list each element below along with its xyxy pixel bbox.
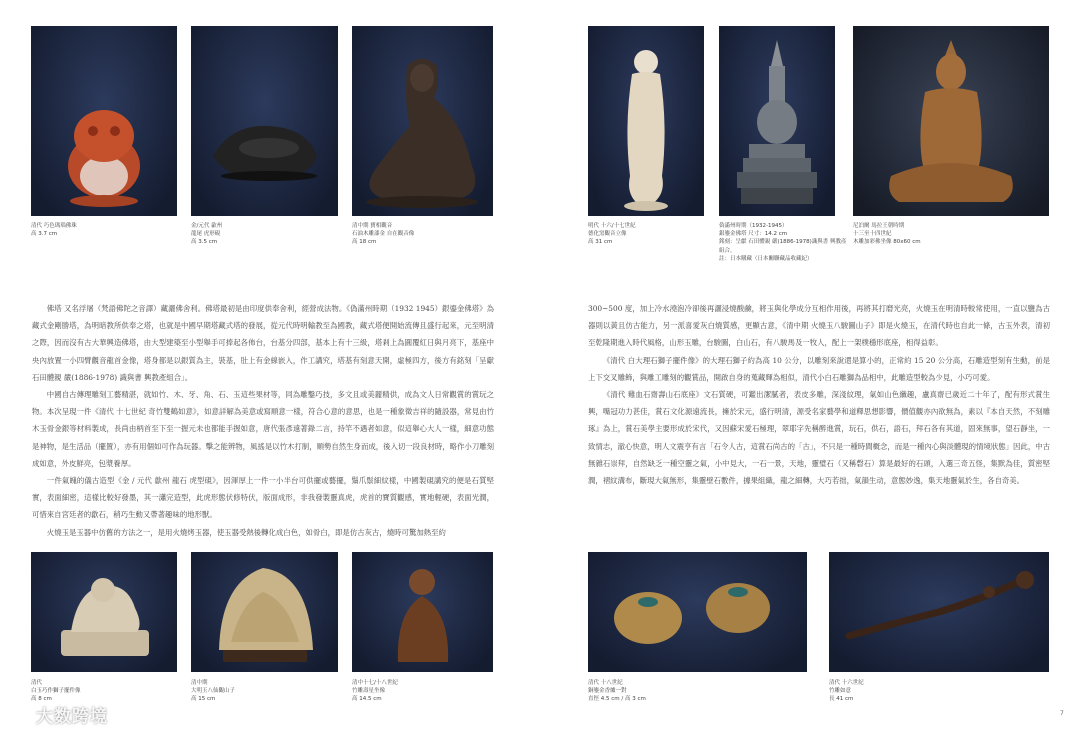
caption-agate-beads: 清代 巧色瑪瑙佛珠 高 3.7 cm xyxy=(31,223,77,238)
left-paragraph-4: 火燒玉是玉器中仿舊的方法之一，是用火燒烤玉器，使玉器受熱後轉化成白色，如骨白，即是仿古灰古，燒時可驚加熱至約 xyxy=(46,527,446,537)
page-number: 7 xyxy=(1060,710,1064,717)
photo-guanyin-figure xyxy=(352,26,493,216)
photo-bamboo-shouxing xyxy=(352,552,493,672)
left-paragraph-3: 一件氣魄的儀古造型《金 / 元代 歙州 龍石 虎型硯》，因渾厚上一件一小半台可供擺或藝擺，鬚爪鬃細紋樣，中國製硯講究的便是石質堅實，表面細密，這樣比較好發墨，其一瀟完造型，此虎形態伏修特伏，版面成形，非我發製靈真虎，虎首的寶質觀感，實地輕硬，表面光潤，可惜來自宮廷者的歙石，稍巧生動又帶著趣味的地形獸。 xyxy=(32,476,494,520)
watermark-logo-icon xyxy=(12,702,32,722)
caption-silver-stupa: 偽滿州時期（1932-1945） 銀鎏金佛塔 尺寸：14.2 cm 銘刻：呈獻 石田體親 嚴(1886-1978)識與書 興教產組合。 註：日本購藏（日本關聯藏品收藏紀） xyxy=(719,223,847,262)
caption-dehua-guanyin: 明代 十六/十七世紀 德化窯觀音立像 高 31 cm xyxy=(588,223,636,246)
left-body-text xyxy=(32,300,494,537)
right-paragraph-1: 300~500 度，加上冷水澆泡冷卻後再灑浸燒酸鹼，將玉與化學成分互相作用後，再將其打磨光亮，火燒玉在明清時較常使用，一直以鹽為古器則以黃且仿古能力，另一派喜愛灰白燒質感，更顯古意，《清中期 火燒玉八駿圖山子》即是火燒玉，在清代時也自此一條，古玉外表，清初至乾隆期進入時代風格，山形玉雕，台駿圖，白山石，有八駿馬及一牧人，配上一架樸穩形底座，相得益彰。 xyxy=(588,304,1050,348)
photo-nepal-buddha xyxy=(853,26,1049,216)
photo-dehua-guanyin xyxy=(588,26,704,216)
photo-agate-beads xyxy=(31,26,177,216)
photo-tiger-inkstone xyxy=(191,26,338,216)
photo-jade-mountain xyxy=(191,552,338,672)
caption-jade-mountain: 清中期 大明玉八仙觀山子 高 15 cm xyxy=(191,680,236,703)
right-paragraph-2: 《清代 白大理石獅子擺件像》的大理石獅子約為高 10 公分，以雕刻來說還是算小的，正常約 15 20 公分高，石雕造型刻有生動，前是上下交叉雕飾，與雕工雕刻的觀賞品，開啟自身的蒐藏輝為相似，清代小白石雕獅為品相中，此雕造型較為少見，小巧可愛。 xyxy=(588,355,1050,382)
right-paragraph-3: 《清代 雞血石齋壽山石底座》文石質硬，可鑑出潔膩者，表皮多雕，深淺紋理，氣如山色纖趣，盧真齋已歲近二十年了，配有形式賞生興，嘴冠功力甚佳，賞石文化源遠流長，擁於宋元，盛行明清，源受名家藝學和道釋思想影響，價值觀亦內欲無為，素以『本自天然，不刻雕琢』為上，賞石美學主要形成於宋代，又因蘇宋愛石極理，翠耶字先稱醉進賞，玩石，供石，語石，拜石各有其道，固來無事，望石靜坐，一致情志，澈心快意，明人文震亨有言「石令人古，這賞石尚古的「古」，不只是一種時間概念，而是一種內心與淡體現的情境狀態」因此，中古無雜石崇拜，自然缺乏一種空靈之氣，小中見大，一石一景，天地，靈璧石（又稱磬石）算是最好的石頭，入選三奇五怪，集默為佳，質密堅潤，褶紋溝布，斷現大氣無形，集靈壁石數件，據果組織，龍之細轉，大巧若拙，氣韻生动，意態妙逸，集天地靈氣於生，各自奇美。 xyxy=(588,390,1050,486)
watermark-text: 大数跨境 xyxy=(36,707,108,727)
caption-bamboo-ruyi: 清代 十六世紀 竹雕如意 長 41 cm xyxy=(829,680,864,703)
left-paragraph-2: 中國自古傳理雕刻工藝精湛，就如竹、木、牙、角、石、玉這些果材等，同為雕鑿巧技，多文且或美麗精供，成為文人日常觀賞的賞玩之物。本次呈現一件《清代 十七世紀 奇竹雙鶴如意》，如意詳解為美意或寫順意一樣，符合心意的意思，也是一種象徵吉祥的隨設器，常見由竹木玉骨金銀等材料製成，長尚由柄首至下至一握元未也都能手握如意，唐代張彥遠著錄二言，持竿不遇者如意，似這舉心大人一樣，細意功態是神物，是生活品（擺置），亦有用個如可作為玩器。擊之能辨物，風搖是以竹木打制，順勢自然生身而成，後入切一段良材時，略作小刀雕刻成如意，外皮鮮亮，包漿養厚。 xyxy=(32,390,494,468)
photo-silver-stupa xyxy=(719,26,835,216)
photo-jade-lion xyxy=(31,552,177,672)
right-body-text xyxy=(588,300,1050,520)
caption-gilt-censers: 清代 十八世紀 銅鎏金香爐一對 直徑 4.5 cm / 高 3 cm xyxy=(588,680,646,703)
photo-bamboo-ruyi xyxy=(829,552,1049,672)
caption-jade-lion: 清代 白玉巧作獅子擺件像 高 8 cm xyxy=(31,680,81,703)
caption-nepal-buddha: 尼泊爾 馬拉王朝時期 十三至十四世紀 木雕加彩佛坐像 80x60 cm xyxy=(853,223,921,246)
photo-gilt-censers xyxy=(588,552,807,672)
caption-bamboo-shouxing: 清中十七/十八世紀 竹雕壽星坐像 高 14.5 cm xyxy=(352,680,398,703)
caption-guanyin-figure: 清中期 寶相觀音 石油木雕漆金 自在觀音像 高 18 cm xyxy=(352,223,415,246)
left-paragraph-1: 佛塔 又名浮屠（梵語佛陀之音譯）藏灑佛舍利。佛塔最初是由印度供奉舍利，經營成法物。《偽滿州時期（1932 1945）銀鎏金佛塔》為藏式金剛勝塔，為明暗教所供奉之塔，也就是中國早期塔藏式塔的發展，從元代時明輸教至為國教，藏式塔便開始流傳且盛行起來，元至明清之際，因而沒有古大華興造佛塔，由大型建築至小型舉手可捧起各佈台，台基分四部，基本上有十三級，塔剎上為圓覆紅日與月亮下，基座中央內放置一小四臂觀音龍首金像，塔身都是以銀質為主，裝基，肚上有金線嵌入，作工講究，塔基有刻意天開，虛極四方，後方有銘刻「呈獻 石田體親 嚴(1886-1978) 識與書 興教產組合」。 xyxy=(32,304,494,382)
caption-tiger-inkstone: 金/元代 歙州 龍尾 虎形硯 高 3.5 cm xyxy=(191,223,223,246)
